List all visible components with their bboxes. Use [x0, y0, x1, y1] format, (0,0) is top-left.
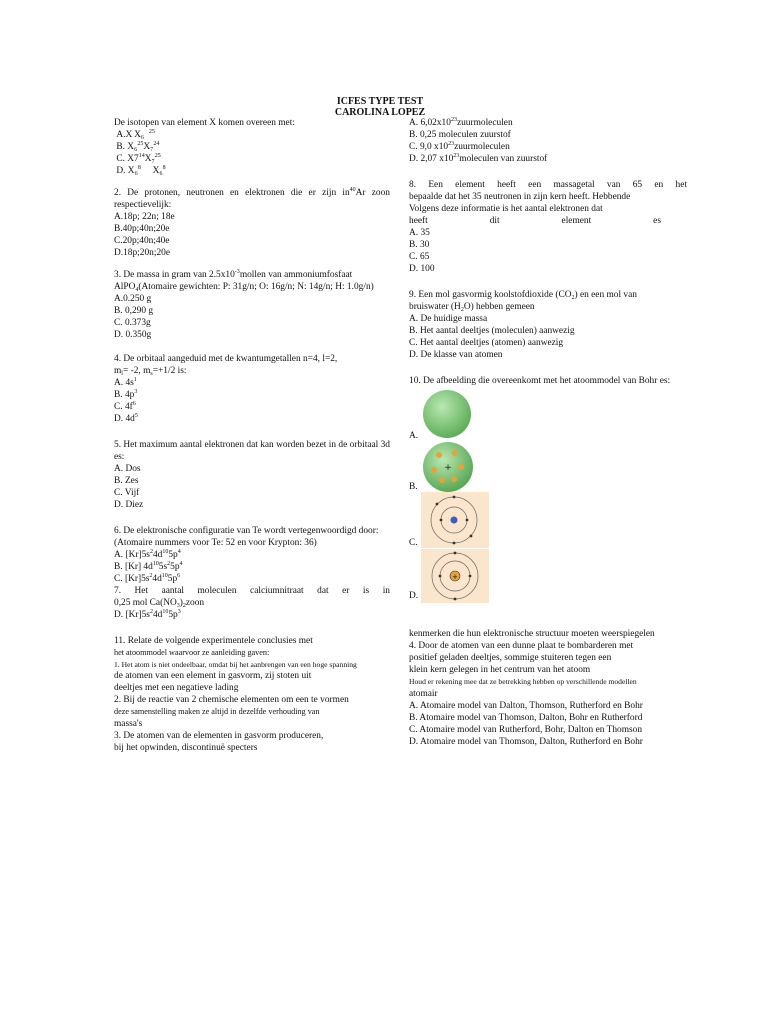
q11-conclusion-2b: deze samenstelling maken ze altijd in dezelfde verhouding van: [114, 707, 320, 716]
q8-option-d: D. 100: [409, 264, 435, 274]
author-name: CAROLINA LOPEZ: [334, 107, 426, 118]
q9-option-b: B. Het aantal deeltjes (moleculen) aanwezig: [409, 326, 575, 336]
q10-label-b: B.: [409, 482, 418, 492]
q4-option-b: B. $4p^3$: [114, 389, 138, 400]
q8-stem-2: bepaalde dat het 35 neutronen in zijn kern heeft. Hebbende: [409, 192, 631, 202]
q4b-option-a: A. Atomaire model van Dalton, Thomson, Rutherford en Bohr: [409, 700, 643, 711]
q4b-line-4: Houd er rekening mee dat ze betrekking hebben op verschillende modellen: [409, 677, 637, 686]
q2-stem: 2. De protonen, neutronen en elektronen die er zijn $in^{40}Ar$ zoon respectievelijk:: [114, 187, 390, 210]
q4b-line-1: 4. Door de atomen van een dunne plaat te bombarderen met: [409, 641, 634, 651]
q7-stem-formula: 0,25 mol $Ca(NO_3)_2zoon$: [114, 598, 205, 609]
q6-stem: 6. De elektronische configuratie van Te wordt vertegenwoordigd door:: [114, 526, 379, 536]
q3-option-d: D. 0.350g: [114, 330, 152, 340]
q10-stem: 10. De afbeelding die overeenkomt met het atoommodel van Bohr es:: [409, 376, 671, 386]
q3-option-a: A.0.250 g: [114, 294, 152, 304]
q2-option-a: A.18p; 22n; 18e: [114, 212, 175, 222]
q3-option-c: C. 0.373g: [114, 318, 151, 328]
q1-option-c: C. $X7^{14}X_7^{25}$: [116, 153, 161, 164]
q4-stem-quantum: $m_l= -2$, $m_s=+1/2$ is:: [114, 366, 187, 377]
q8-option-b: B. 30: [409, 240, 430, 250]
q11-conclusion-2: 2. Bij de reactie van 2 chemische elementen om een te vormen: [114, 695, 349, 705]
q6-option-d: D. $[Kr]5s^24d^{10}5p^3$: [114, 609, 181, 620]
solid-sphere-figure: [421, 388, 473, 444]
q1-stem: De isotopen van element X komen overeen met:: [114, 118, 295, 128]
q9-option-a: A. De huidige massa: [409, 314, 488, 324]
q2-option-b: B.40p;40n;20e: [114, 224, 170, 234]
q4b-option-b: B. Atomaire model van Thomson, Dalton, Bohr en Rutherford: [409, 712, 643, 723]
q4b-block: [409, 628, 687, 748]
left-column: [114, 117, 390, 754]
q4b-line-3: klein kern gelegen in het centrum van het atoom: [409, 665, 591, 675]
q11-conclusion-1b: de atomen van een element in gasvorm, zij stoten uit: [114, 671, 312, 681]
q6-option-a: A. $[Kr]5s^24d^{10}5p^4$: [114, 549, 181, 560]
q11-conclusion-3: 3. De atomen van de elementen in gasvorm produceren,: [114, 730, 324, 741]
q5-option-c: C. Vijf: [114, 488, 140, 498]
q7-option-a: A. $6,02x10^{23}zuurmoleculen$: [409, 117, 513, 128]
q8-stem: 8. Een element heeft een massagetal van 65 en het: [409, 180, 687, 190]
q11-conclusion-1: 1. Het atom is niet ondeelbaar, omdat bij het aanbrengen van een hoge spanning: [114, 659, 357, 669]
q3-formula: AlPO$_4$(Atomaire gewichten: P: 31g/n; O: 16g/n; N: 14g/n; H: 1.0g/n): [114, 282, 374, 293]
q5-option-d: D. Diez: [114, 500, 144, 510]
right-column: [409, 117, 687, 387]
q11-conclusion-1c: deeltjes met een negatieve lading: [114, 683, 239, 693]
q6-option-b: B. [Kr] $4d^{10}5s^25p^4$: [114, 561, 183, 572]
q4-option-c: C. $4f^6$: [114, 401, 136, 412]
q7-option-b: B. 0,25 moleculen zuurstof: [409, 130, 511, 140]
q5-option-a: A. Dos: [114, 464, 141, 474]
q10-label-c: C.: [409, 538, 418, 548]
q1-option-d: D. X₆$^8$ X₆$^8$: [116, 165, 166, 176]
q11-conclusion-3b: bij het opwinden, discontinuë specters: [114, 742, 258, 753]
plum-pudding-figure: [421, 440, 475, 498]
svg-text:+: +: [444, 463, 452, 473]
q8-stem-4: heeft dit element es: [409, 216, 661, 226]
q6-stem-note: (Atomaire nummers voor Te: 52 en voor Krypton: 36): [114, 538, 317, 548]
q3-option-b: B. 0,290 g: [114, 306, 154, 316]
q7-stem: 7. Het aantal moleculen calciumnitraat dat er is in: [114, 586, 390, 596]
q4b-pre: kenmerken die hun elektronische structuur moeten weerspiegelen: [409, 629, 655, 639]
page-title: ICFES TYPE TEST: [336, 96, 424, 107]
q6-option-c: C. $[Kr]5s^24d^{10}5p^6$: [114, 573, 181, 584]
q8-option-c: C. 65: [409, 252, 430, 262]
q9-stem: 9. Een mol gasvormig koolstofdioxide $(CO_2)$ en een mol van: [409, 290, 637, 301]
bohr-model-figure: [421, 549, 489, 607]
q4b-line-5: atomair: [409, 688, 438, 699]
q2-option-d: D.18p;20n;20e: [114, 248, 170, 258]
q5-option-b: B. Zes: [114, 476, 139, 486]
q4-option-a: A. $4s^1$: [114, 377, 137, 388]
q11-subtitle: het atoommodel waarvoor ze aanleiding gaven:: [114, 648, 270, 657]
q3-stem: 3. De massa in gram van $2.5x10^{-3}mollen$ van ammoniumfosfaat: [114, 269, 353, 280]
q8-option-a: A. 35: [409, 228, 430, 238]
rutherford-figure: [421, 492, 489, 552]
q9-option-c: C. Het aantal deeltjes (atomen) aanwezig: [409, 338, 564, 348]
q9-option-d: D. De klasse van atomen: [409, 350, 503, 360]
q4-stem: 4. De orbitaal aangeduid met de kwantumgetallen n=4, l=2,: [114, 354, 338, 364]
q9-stem-2: bruiswater $(H_2O)$ hebben gemeen: [409, 302, 535, 313]
q4b-option-d: D. Atomaire model van Thomson, Dalton, Rutherford en Bohr: [409, 736, 643, 747]
q11-conclusion-2c: massa's: [114, 718, 143, 729]
q7-option-c: C. 9,0 $x10^{23}zuurmoleculen$: [409, 141, 510, 152]
q10-label-a: A.: [409, 431, 419, 441]
q1-option-a: A.X X₆ $^{25}$: [116, 129, 155, 140]
svg-text:+: +: [452, 573, 458, 581]
q4-option-d: D. $4d^5$: [114, 413, 138, 424]
q1-option-b: B. X₆$^{25}$X₇$^{24}$: [116, 141, 160, 152]
q4b-line-2: positief geladen deeltjes, sommige stuiteren tegen een: [409, 653, 612, 663]
q10-label-d: D.: [409, 591, 419, 601]
q5-stem: 5. Het maximum aantal elektronen dat kan worden bezet in de orbitaal 3d es:: [114, 440, 390, 462]
q8-stem-3: Volgens deze informatie is het aantal elektronen dat: [409, 204, 603, 214]
q4b-option-c: C. Atomaire model van Rutherford, Bohr, Dalton en Thomson: [409, 724, 643, 735]
q7-option-d: D. 2,07 $x10^{23}moleculen$ van zuurstof: [409, 153, 548, 164]
q11-stem: 11. Relate de volgende experimentele conclusies met: [114, 636, 313, 646]
q2-option-c: C.20p;40n;40e: [114, 236, 170, 246]
